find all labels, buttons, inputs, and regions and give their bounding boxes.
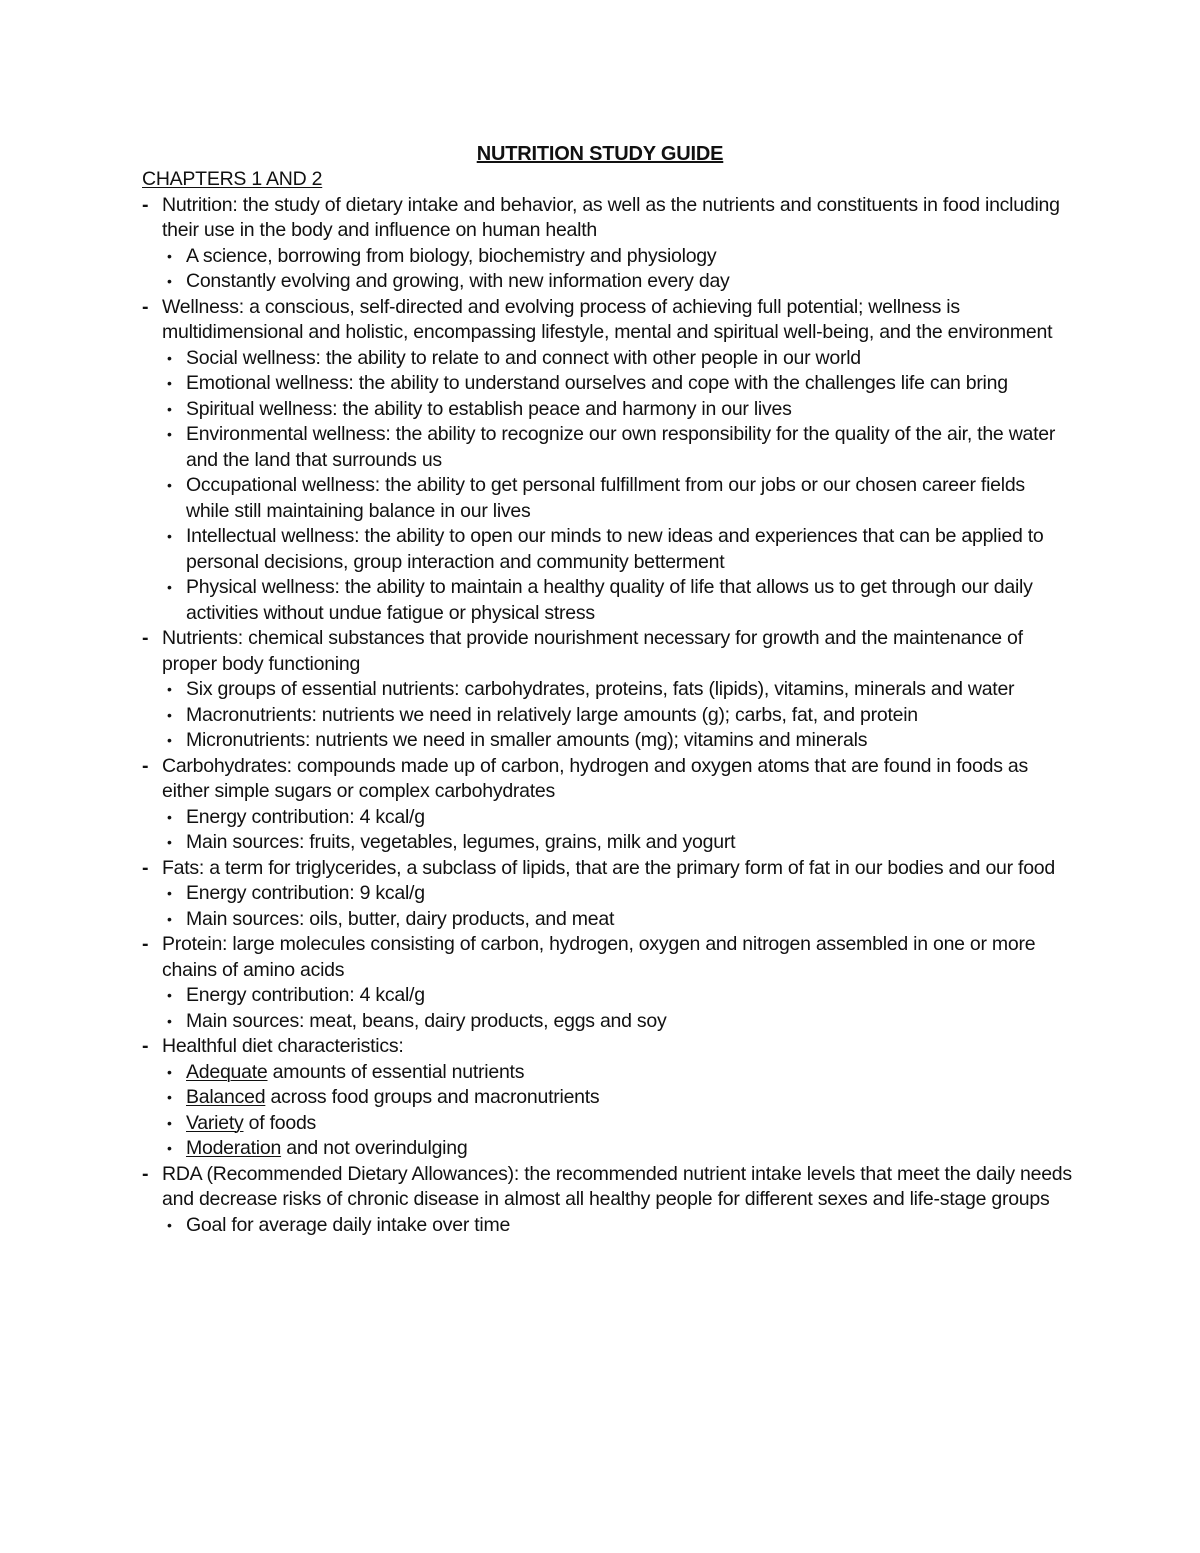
sub-item-text: Macronutrients: nutrients we need in relatively large amounts (g); carbs, fat, and protein [186,703,918,726]
dash-marker: - [142,856,149,879]
item-text: Wellness: a conscious, self-directed and evolving process of achieving full potential; wellness is multidimensional and holistic, encompassing lifestyle, mental and spiritual well-being, and the environment [162,295,1053,343]
sub-item-text: Six groups of essential nutrients: carbohydrates, proteins, fats (lipids), vitamins, minerals and water [186,678,1015,700]
sub-item [162,1136,1072,1162]
bullet-marker: • [167,426,172,442]
bullet-marker: • [167,808,172,825]
sub-item-text: across food groups and macronutrients [265,1086,600,1108]
sub-item [162,1009,1072,1035]
sub-list [162,346,1072,627]
sub-item [162,830,1072,856]
bullet-marker: • [167,885,172,901]
sub-item [162,1085,1072,1111]
dash-marker: - [142,193,149,216]
sub-item [162,524,1072,575]
sub-item-text: Intellectual wellness: the ability to open our minds to new ideas and experiences that can be applied to personal decisions, group interaction and community betterment [186,525,1044,573]
sub-item-text: Emotional wellness: the ability to understand ourselves and cope with the challenges life can bring [186,372,1008,394]
sub-item [162,397,1072,423]
underlined-term: Balanced [186,1086,266,1108]
sub-item [162,1213,1072,1239]
sub-item [162,983,1072,1009]
sub-item [162,805,1072,831]
sub-item [162,677,1072,703]
sub-item [162,728,1072,754]
dash-marker: - [142,295,149,318]
list-item-nutrition [142,193,1072,295]
list-item-fats [142,856,1072,933]
bullet-marker: • [167,834,172,850]
dash-marker: - [142,754,149,777]
bullet-marker: • [167,579,172,595]
sub-item-text: of foods [243,1111,317,1134]
sub-item [162,881,1072,907]
sub-item-text: Environmental wellness: the ability to recognize our own responsibility for the quality of the air, the water and the land that surrounds us [186,423,1056,471]
list-item-rda [142,1162,1072,1239]
bullet-marker: • [167,400,172,417]
sub-list [162,677,1072,754]
sub-list [162,1213,1072,1239]
dash-marker: - [142,1162,149,1185]
dash-marker: - [142,627,149,649]
list-item-protein [142,932,1072,1034]
bullet-marker: • [167,247,172,264]
bullet-marker: • [167,1140,172,1156]
sub-item-text: amounts of essential nutrients [267,1060,525,1083]
sub-item-text: Constantly evolving and growing, with new information every day [186,270,730,292]
chapter-heading: CHAPTERS 1 AND 2 [142,168,323,190]
sub-list [162,244,1072,295]
item-text: Nutrients: chemical substances that provide nourishment necessary for growth and the maintenance of proper body functioning [162,627,1023,675]
document-title: NUTRITION STUDY GUIDE [476,143,724,165]
sub-item [162,703,1072,729]
bullet-marker: • [167,1063,172,1080]
bullet-marker: • [167,910,172,927]
bullet-marker: • [167,987,172,1003]
underlined-term: Moderation [186,1137,282,1159]
sub-item-text: Energy contribution: 9 kcal/g [186,882,425,904]
underlined-term: Adequate [186,1060,268,1083]
sub-item-text: Main sources: fruits, vegetables, legumes, grains, milk and yogurt [186,831,736,853]
main-list [142,193,1072,1239]
bullet-marker: • [167,349,172,366]
sub-item-text: Spiritual wellness: the ability to establish peace and harmony in our lives [186,397,792,420]
sub-list [162,805,1072,856]
sub-item [162,907,1072,933]
bullet-marker: • [167,477,172,493]
sub-item-text: Social wellness: the ability to relate to and connect with other people in our world [186,346,861,369]
list-item-wellness [142,295,1072,627]
sub-list [162,983,1072,1034]
bullet-marker: • [167,1012,172,1029]
underlined-term: Variety [186,1111,244,1134]
bullet-marker: • [167,375,172,391]
dash-marker: - [142,933,149,955]
item-text: Fats: a term for triglycerides, a subclass of lipids, that are the primary form of fat in our bodies and our food [162,856,1056,879]
bullet-marker: • [167,732,172,748]
bullet-marker: • [167,706,172,723]
list-item-healthful-diet [142,1034,1072,1162]
document-body [142,167,1072,1238]
bullet-marker: • [167,681,172,697]
sub-item-text: Physical wellness: the ability to maintain a healthy quality of life that allows us to get through our daily activities without undue fatigue or physical stress [186,576,1033,624]
item-text: RDA (Recommended Dietary Allowances): the recommended nutrient intake levels that meet the daily needs and decrease risks of chronic disease in almost all healthy people for different sexes and life-stage groups [162,1162,1072,1210]
dash-marker: - [142,1035,149,1057]
list-item-carbohydrates [142,754,1072,856]
item-text: Protein: large molecules consisting of carbon, hydrogen, oxygen and nitrogen assembled in one or more chains of amino acids [162,933,1036,981]
sub-item [162,1111,1072,1137]
sub-item-text: A science, borrowing from biology, biochemistry and physiology [186,244,717,267]
item-text: Healthful diet characteristics: [162,1035,404,1057]
sub-item [162,473,1072,524]
sub-item-text: Goal for average daily intake over time [186,1213,511,1236]
sub-item [162,346,1072,372]
sub-item [162,1060,1072,1086]
sub-item [162,269,1072,295]
sub-item-text: Main sources: oils, butter, dairy products, and meat [186,907,615,930]
sub-item [162,422,1072,473]
sub-item-text: Energy contribution: 4 kcal/g [186,984,425,1006]
bullet-marker: • [167,528,172,544]
bullet-marker: • [167,1089,172,1105]
sub-item-text: Energy contribution: 4 kcal/g [186,805,425,828]
item-text: Nutrition: the study of dietary intake and behavior, as well as the nutrients and constituents in food including their use in the body and influence on human health [162,193,1060,241]
item-text: Carbohydrates: compounds made up of carbon, hydrogen and oxygen atoms that are found in foods as either simple sugars or complex carbohydrates [162,754,1028,802]
sub-item-text: Occupational wellness: the ability to get personal fulfillment from our jobs or our chosen career fields while still maintaining balance in our lives [186,474,1025,522]
sub-item-text: Main sources: meat, beans, dairy products, eggs and soy [186,1009,667,1032]
sub-item [162,575,1072,626]
bullet-marker: • [167,1114,172,1131]
sub-item-text: Micronutrients: nutrients we need in smaller amounts (mg); vitamins and minerals [186,729,868,751]
sub-item [162,371,1072,397]
list-item-nutrients [142,626,1072,754]
sub-list [162,1060,1072,1162]
sub-list [162,881,1072,932]
bullet-marker: • [167,1216,172,1233]
bullet-marker: • [167,273,172,289]
sub-item [162,244,1072,270]
sub-item-text: and not overindulging [281,1137,468,1159]
